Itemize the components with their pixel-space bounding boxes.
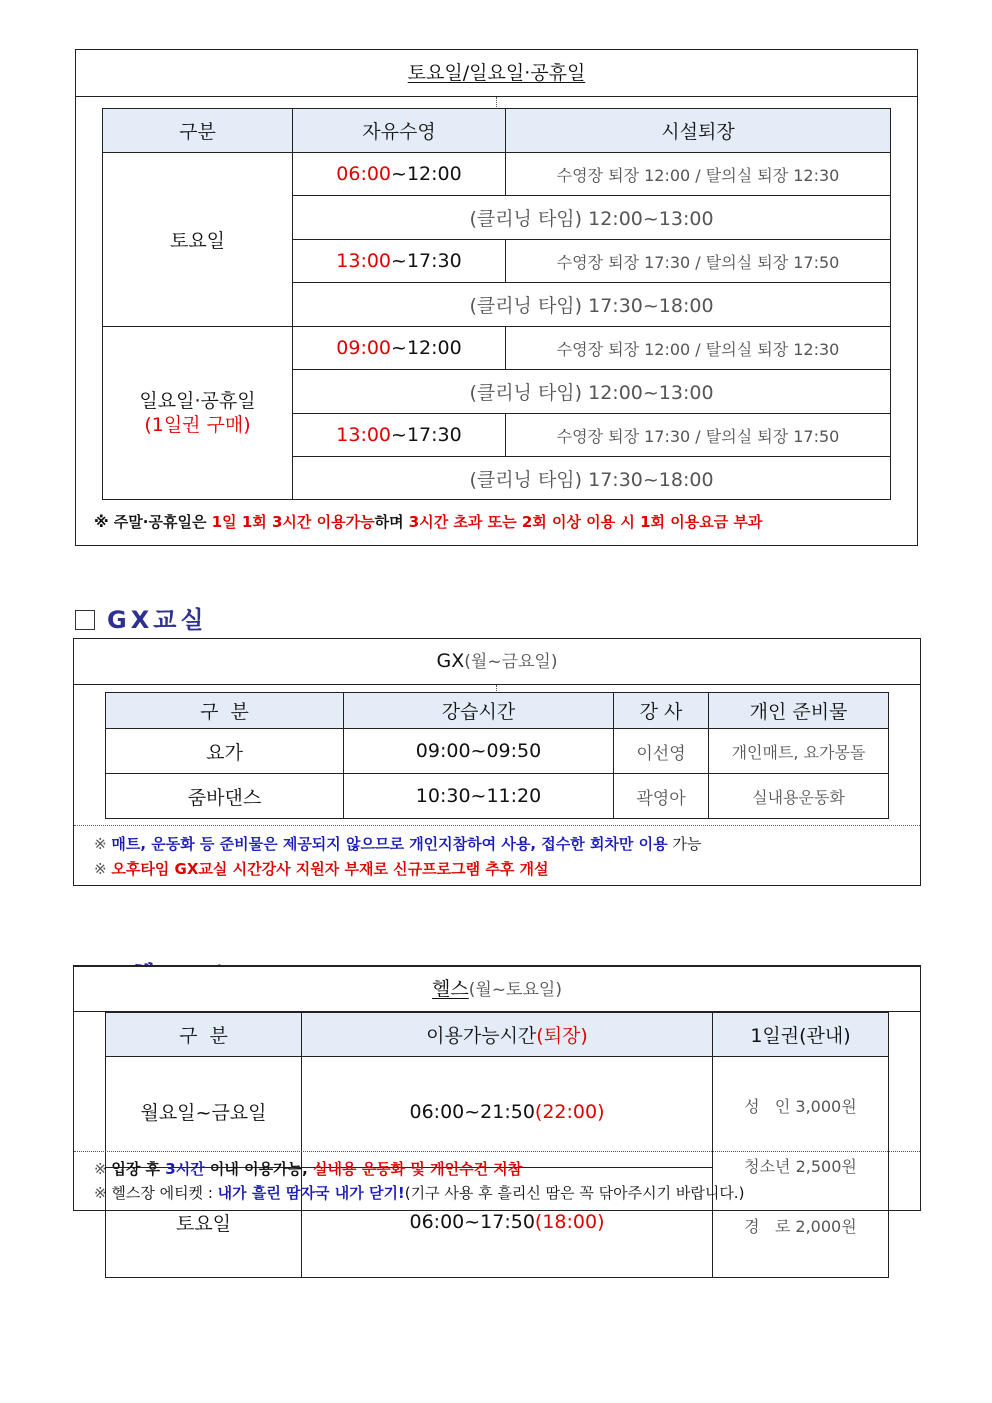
sunday-label: 일요일·공휴일 (1일권 구매) — [103, 327, 293, 500]
price-youth: 청소년 2,500원 — [744, 1157, 857, 1176]
checkbox-square-icon — [75, 610, 95, 630]
supplies: 실내용운동화 — [709, 774, 889, 819]
header-category: 구분 — [103, 109, 293, 153]
gx-note-2: ※ 오후타임 GX교실 시간강사 지원자 부재로 신규프로그램 추후 개설 — [94, 860, 549, 878]
header-category: 구 분 — [106, 693, 344, 729]
health-note-1: ※ 입장 후 3시간 이내 이용가능, 실내용 운동화 및 개인수건 지참 — [94, 1160, 523, 1178]
session-exit: 수영장 퇴장 12:00 / 탈의실 퇴장 12:30 — [506, 153, 891, 196]
class-name: 요가 — [106, 729, 344, 774]
health-box-title: 헬스(월~토요일) — [74, 967, 920, 1012]
instructor: 이선영 — [614, 729, 709, 774]
class-name: 줌바댄스 — [106, 774, 344, 819]
session-exit: 수영장 퇴장 17:30 / 탈의실 퇴장 17:50 — [506, 240, 891, 283]
divider-tick — [496, 685, 497, 691]
price-adult: 성 인 3,000원 — [744, 1097, 857, 1116]
hours: 06:00~21:50(22:00) — [302, 1057, 713, 1168]
header-instructor: 강 사 — [614, 693, 709, 729]
header-facility-exit: 시설퇴장 — [506, 109, 891, 153]
table-row — [106, 774, 889, 819]
header-day-pass: 1일권(관내) — [713, 1013, 889, 1057]
cleaning-time: (클리닝 타임) 17:30~18:00 — [293, 283, 891, 327]
table-row — [106, 729, 889, 774]
day-range: 월요일~금요일 — [106, 1057, 302, 1168]
session-time: 13:00~17:30 — [293, 414, 506, 457]
saturday-label: 토요일 — [103, 153, 293, 327]
day-pass-note: (1일권 구매) — [144, 414, 251, 436]
cleaning-time: (클리닝 타임) 17:30~18:00 — [293, 457, 891, 500]
hours: 06:00~17:50(18:00) — [302, 1167, 713, 1278]
day-pass-prices — [713, 1057, 889, 1278]
cleaning-time: (클리닝 타임) 12:00~13:00 — [293, 370, 891, 414]
cleaning-time: (클리닝 타임) 12:00~13:00 — [293, 196, 891, 240]
session-time: 06:00~12:00 — [293, 153, 506, 196]
price-senior: 경 로 2,000원 — [744, 1217, 857, 1236]
dotted-divider — [74, 825, 920, 826]
weekend-box-title: 토요일/일요일·공휴일 — [76, 50, 917, 97]
session-time: 09:00~12:00 — [293, 327, 506, 370]
header-class-time: 강습시간 — [344, 693, 614, 729]
supplies: 개인매트, 요가몽돌 — [709, 729, 889, 774]
instructor: 곽영아 — [614, 774, 709, 819]
weekend-note: ※ 주말·공휴일은 1일 1회 3시간 이용가능하며 3시간 초과 또는 2회 이상 이용 시 1회 이용요금 부과 — [94, 513, 763, 531]
gx-box-title: GX(월~금요일) — [74, 639, 920, 685]
gx-note-1: ※ 매트, 운동화 등 준비물은 제공되지 않으므로 개인지참하여 사용, 접수한 회차만 이용 가능 — [94, 835, 702, 853]
health-schedule-table — [105, 1012, 889, 1278]
weekend-swim-table — [102, 108, 891, 500]
header-hours: 이용가능시간(퇴장) — [302, 1013, 713, 1057]
gx-schedule-table — [105, 692, 889, 819]
divider-tick — [496, 97, 497, 107]
class-time: 10:30~11:20 — [344, 774, 614, 819]
header-free-swim: 자유수영 — [293, 109, 506, 153]
dotted-divider — [74, 1151, 920, 1152]
gx-section-heading: GX교실 — [75, 600, 208, 635]
session-time: 13:00~17:30 — [293, 240, 506, 283]
health-note-2: ※ 헬스장 에티켓 : 내가 흘린 땀자국 내가 닫기!(기구 사용 후 흘리신 땀은 꼭 닦아주시기 바랍니다.) — [94, 1184, 745, 1202]
class-time: 09:00~09:50 — [344, 729, 614, 774]
header-supplies: 개인 준비물 — [709, 693, 889, 729]
header-category: 구 분 — [106, 1013, 302, 1057]
day-range: 토요일 — [106, 1167, 302, 1278]
session-exit: 수영장 퇴장 12:00 / 탈의실 퇴장 12:30 — [506, 327, 891, 370]
session-exit: 수영장 퇴장 17:30 / 탈의실 퇴장 17:50 — [506, 414, 891, 457]
